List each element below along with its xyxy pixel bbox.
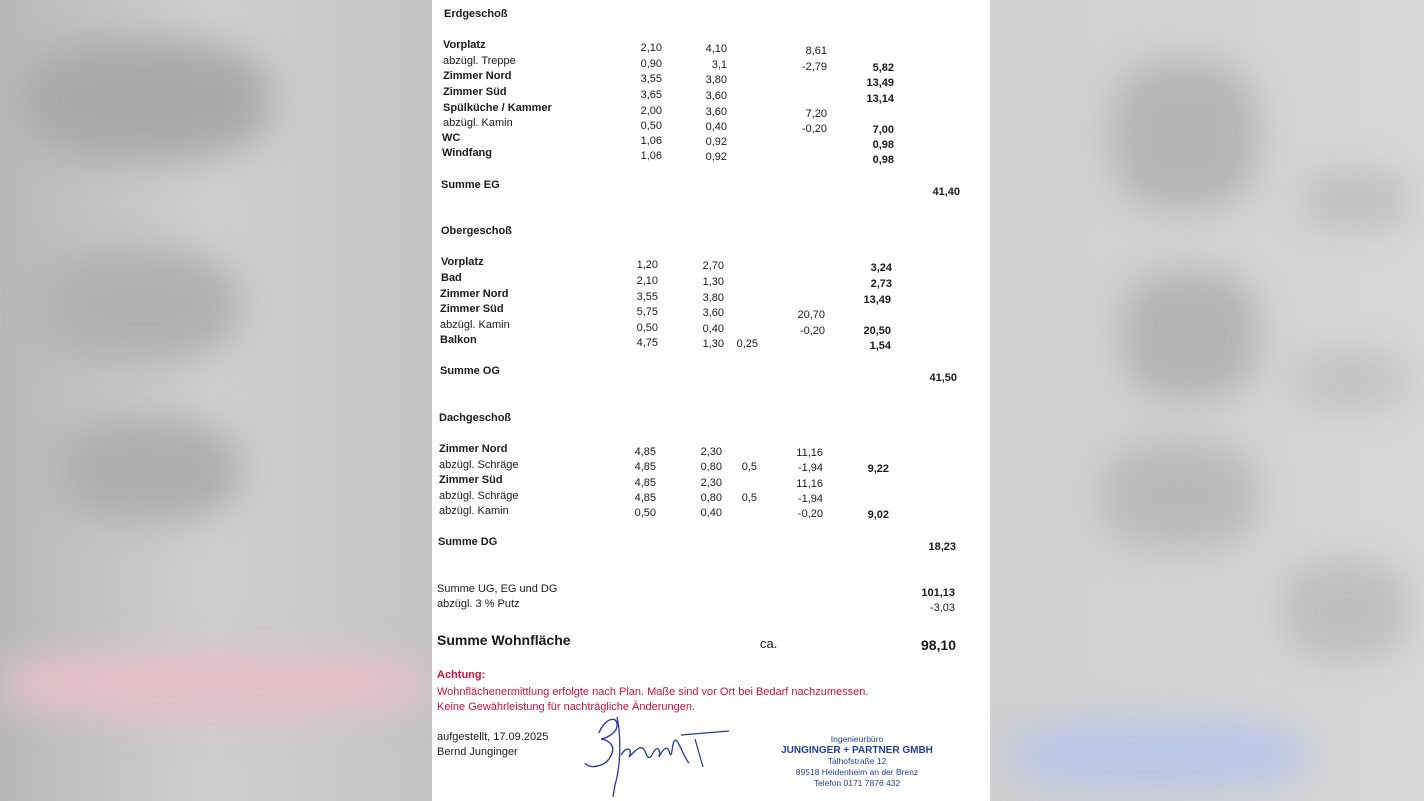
created-date: aufgestellt, 17.09.2025 xyxy=(437,731,549,743)
table-row: abzügl. Kamin 0,50 0,40 -0,20 7,00 xyxy=(443,117,894,136)
company-stamp xyxy=(777,734,937,789)
stamp-phone: Telefon 0171 7876 432 xyxy=(813,778,901,788)
section-heading-og: Obergeschoß xyxy=(441,225,512,237)
signature-icon xyxy=(577,705,737,800)
total-living-area-value: 98,10 xyxy=(920,637,956,653)
table-row: Zimmer Süd 5,75 3,60 20,70 xyxy=(440,303,825,321)
total-living-area-label: Summe Wohnfläche xyxy=(437,632,571,648)
section-sum-dg: Summe DG 18,23 xyxy=(438,536,956,553)
warning-line-2: Keine Gewährleistung für nachträgliche Änderungen. xyxy=(437,701,696,713)
stamp-firm: JUNGINGER + PARTNER GMBH xyxy=(781,745,933,756)
section-heading-eg: Erdgeschoß xyxy=(444,8,508,20)
table-row: Bad 2,10 1,30 2,73 xyxy=(441,272,892,290)
table-row: Zimmer Süd 4,85 2,30 11,16 xyxy=(439,474,823,490)
warning-title: Achtung: xyxy=(437,669,486,681)
table-row: Windfang 1,06 0,92 0,98 xyxy=(442,147,894,166)
table-row: abzügl. Kamin 0,50 0,40 -0,20 9,02 xyxy=(439,505,889,521)
table-row: abzügl. Treppe 0,90 3,1 -2,79 5,82 xyxy=(443,55,894,74)
table-row: Vorplatz 1,20 2,70 3,24 xyxy=(441,256,892,274)
table-row: WC 1,06 0,92 0,98 xyxy=(442,132,894,151)
summary-total-row: Summe UG, EG und DG 101,13 xyxy=(437,583,955,599)
section-sum-eg: Summe EG 41,40 xyxy=(441,179,960,198)
table-row: Vorplatz 2,10 4,10 8,61 xyxy=(443,39,827,57)
warning-line-1: Wohnflächenermittlung erfolgte nach Plan. Maße sind vor Ort bei Bedarf nachzumessen. xyxy=(437,686,869,698)
table-row: Zimmer Nord 3,55 3,80 13,49 xyxy=(443,70,894,89)
table-row: abzügl. Kamin 0,50 0,40 -0,20 20,50 xyxy=(440,319,891,337)
table-row: Zimmer Nord 3,55 3,80 13,49 xyxy=(440,288,891,306)
stamp-city: 89518 Heidenheim an der Brenz xyxy=(795,767,919,777)
summary-putz-row: abzügl. 3 % Putz -3,03 xyxy=(437,598,955,614)
table-row: abzügl. Schräge 4,85 0,80 0,5 -1,94 9,22 xyxy=(439,459,889,475)
table-row: Spülküche / Kammer 2,00 3,60 7,20 xyxy=(443,102,827,120)
section-heading-dg: Dachgeschoß xyxy=(439,412,512,424)
author-name: Bernd Junginger xyxy=(437,746,518,758)
stamp-street: Talhofstraße 12 xyxy=(827,756,887,766)
section-sum-og: Summe OG 41,50 xyxy=(440,365,957,384)
table-row: Zimmer Süd 3,65 3,60 13,14 xyxy=(443,86,894,105)
table-row: Zimmer Nord 4,85 2,30 11,16 xyxy=(439,443,823,459)
table-row: abzügl. Schräge 4,85 0,80 0,5 -1,94 xyxy=(439,490,823,505)
total-approx: ca. xyxy=(760,636,778,651)
table-row: Balkon 4,75 1,30 0,25 1,54 xyxy=(440,334,891,352)
floor-area-document xyxy=(432,0,990,801)
stamp-line-1: Ingenieurbüro xyxy=(830,734,884,744)
